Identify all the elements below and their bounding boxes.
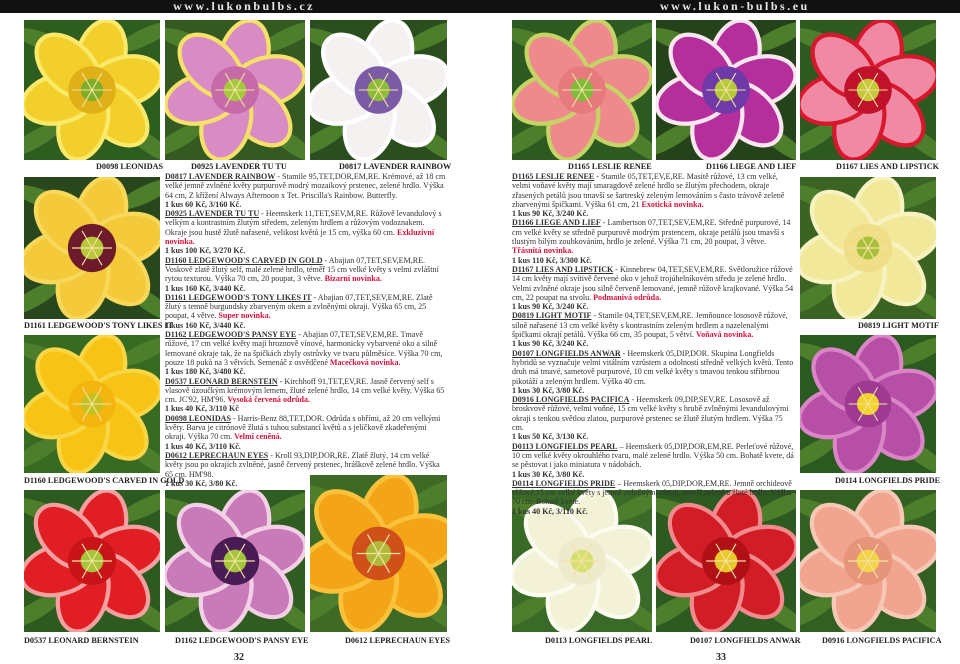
- catalog-entry: [512, 311, 794, 339]
- catalog-entry: [512, 349, 794, 386]
- entry-name: D0537 LEONARD BERNSTEIN: [165, 376, 278, 386]
- catalog-entry: [512, 265, 794, 302]
- entry-price: 1 kus 40 Kč, 3/110 Kč.: [512, 506, 588, 516]
- header-bar-right: [480, 0, 960, 13]
- caption-tony-likes-it: D1161 LEDGEWOOD'S TONY LIKES IT: [24, 321, 174, 330]
- catalog-entry: [165, 414, 447, 442]
- photo-leonard-bernstein: [24, 490, 160, 632]
- entry-text: - Heemskerk 05,DIP,DOR. Skupina Longfields hybridů se vyznačuje velmi vitálním vzrůstem a odolností středně velkých květů. Tento druh má tmavé, sametově purpurové, 10 cm velké květy s tmavou tenkou stříbrnou pikotáží a zeleným hrdlem. Výška 40 cm.: [512, 348, 794, 386]
- entry-name: D0114 LONGFIELDS PRIDE: [512, 478, 616, 488]
- flower-illustration: [24, 335, 160, 473]
- page-number-right: 33: [716, 652, 726, 663]
- flower-illustration: [512, 20, 652, 160]
- entry-price: 1 kus 90 Kč, 3/240 Kč.: [512, 209, 589, 219]
- entry-name: D1162 LEDGEWOOD'S PANSY EYE: [165, 330, 297, 340]
- entry-text: - Harris-Benz 88,TET,DOR. Odrůda s obřími, až 20 cm velkými květy. Barva je citrónově žlutá s tuhou substancí květů a s jelíčkově zkadeřenými okraji. Výška 70 cm.: [165, 413, 441, 442]
- entry-tag: Macečková novinka.: [329, 357, 401, 367]
- photo-longfields-pride: [800, 335, 936, 473]
- entry-name: D1165 LESLIE RENEE: [512, 172, 595, 181]
- entry-name: D0113 LONGFIELDS PEARL: [512, 441, 618, 451]
- page-number-left: 32: [234, 652, 244, 663]
- caption-pansy-eye: D1162 LEDGEWOOD'S PANSY EYE: [175, 636, 309, 645]
- flower-illustration: [800, 490, 936, 632]
- flower-illustration: [800, 335, 936, 473]
- entry-text: - Kirchhoff 91,TET,EV,RE. Jasně červený self s vlasově úzoučkým krémovým lemem, žluté zelené hrdlo, 14 cm velké květy. Výška 65 cm. JC'92, HM'96.: [165, 376, 445, 405]
- entry-price: 1 kus 90 Kč, 3/240 Kč.: [512, 302, 589, 312]
- entry-price: 1 kus 30 Kč, 3/80 Kč.: [165, 478, 238, 488]
- entry-tag: Exotická novinka.: [641, 199, 704, 209]
- entry-name: D0819 LIGHT MOTIF: [512, 311, 592, 321]
- entry-price: 1 kus 50 Kč, 3/130 Kč.: [512, 432, 589, 442]
- caption-lavender-tutu: D0925 LAVENDER TU TU: [191, 162, 287, 171]
- entry-tag: Voňavá novinka.: [696, 330, 754, 340]
- photo-tony-likes-it: [24, 177, 160, 319]
- entry-text: - Stamile 05,TET,EV,E,RE. Masitě růžové, 13 cm velké, velmi voňavé květy mají smaragdově zelené hrdlo se žlutým přechodem, okraje zřasených petálů jsou tmavší se šartreský zeleným lemováním s často trávově zeleně zbarvenými špičkami. Výška 61 cm, 21: [512, 172, 785, 209]
- entry-name: D0817 LAVENDER RAINBOW: [165, 172, 276, 181]
- entry-text: - Kroll 93,DIP,DOR,RE. Zlatě žlutý, 14 cm velké květy jsou po okrajích zvlněné, jasně červený prstenec, hráškově zelené hrdlo. Výška 65 cm. HM'98.: [165, 450, 440, 479]
- entry-price: 1 kus 40 Kč, 3/110 Kč: [165, 404, 239, 414]
- caption-liege-and-lief: D1166 LIEGE AND LIEF: [706, 162, 797, 171]
- site-url-cz: www.lukonbulbs.cz: [173, 0, 315, 13]
- entry-text: - Abajian 07,TET,SEV,EM,RE. Zlatě žlutý s temně burgundsky zbarveným okem a zvlněnými okraji. Výška 65 cm, 25 poupat, 4 větve.: [165, 292, 433, 321]
- entry-name: D1166 LIEGE AND LIEF: [512, 218, 601, 228]
- caption-leslie-renee: D1165 LESLIE RENEE: [568, 162, 652, 171]
- entry-price: 1 kus 110 Kč, 3/300 Kč.: [512, 255, 592, 265]
- entry-price: 1 kus 160 Kč, 3/440 Kč.: [165, 283, 246, 293]
- caption-longfields-anwar: D0107 LONGFIELDS ANWAR: [690, 636, 801, 645]
- entry-name: D0612 LEPRECHAUN EYES: [165, 450, 269, 460]
- entry-name: D0107 LONGFIELDS ANWAR: [512, 348, 621, 358]
- flower-illustration: [165, 20, 305, 160]
- entry-text: - Lambertson 07,TET,SEV,EM,RE. Středně purpurové, 14 cm velké květy se středně purpurově modrým prstencem, okraje petálů jsou tmavší s tlustým bílým zoubkováním, hrdlo je zelené. Výška 71 cm, 20 poupat, 3 větve.: [512, 218, 791, 247]
- catalog-entry: [512, 172, 794, 209]
- entry-tag: Podmanivá odrůda.: [593, 292, 662, 302]
- catalog-entry: [165, 293, 447, 321]
- caption-light-motif: D0819 LIGHT MOTIF: [858, 321, 939, 330]
- entry-name: D0098 LEONIDAS: [165, 413, 231, 423]
- caption-carved-in-gold: D1160 LEDGEWOOD'S CARVED IN GOLD: [24, 476, 185, 485]
- entry-price: 1 kus 90 Kč, 3/240 Kč.: [512, 339, 589, 349]
- flower-illustration: [310, 20, 447, 160]
- catalog-entry: [512, 395, 794, 432]
- entry-price: 1 kus 100 Kč, 3/270 Kč.: [165, 246, 246, 256]
- entry-tag: Super novinka.: [218, 311, 271, 321]
- flower-illustration: [656, 20, 796, 160]
- entry-price: 1 kus 160 Kč, 3/440 Kč.: [165, 320, 246, 330]
- photo-light-motif: [800, 177, 936, 319]
- caption-longfields-pride: D0114 LONGFIELDS PRIDE: [835, 476, 941, 485]
- flower-illustration: [800, 20, 936, 160]
- catalog-entry: [512, 218, 794, 255]
- entry-text: - Abajian 07,TET,SEV,EM,RE. Voskově zlatě žlutý self, malé zelené hrdlo, téměř 15 cm velké květy s velmi zvláštní rytou texturou. Výška 70 cm, 20 poupat, 3 větve.: [165, 255, 439, 284]
- entry-price: 1 kus 30 Kč, 3/80 Kč.: [512, 385, 585, 395]
- entry-price: 1 kus 40 Kč, 3/110 Kč.: [165, 441, 241, 451]
- entry-name: D0925 LAVENDER TU TU: [165, 209, 260, 219]
- catalog-entry: [165, 330, 447, 367]
- entry-price: 1 kus 30 Kč, 3/80 Kč.: [512, 469, 585, 479]
- site-url-eu: www.lukon-bulbs.eu: [660, 0, 810, 13]
- entry-text: - Heemskerk 09,DIP,SEV,RE. Lososově až broskvově růžové, velmi voňné, 15 cm velké květy s hrubě zvlněnými levandulovými okraji s tenkou světlou zlatou, purpurové prstenec se žlutě žlutým hrdlem. Výška 75 cm.: [512, 395, 789, 433]
- entry-name: D1167 LIES AND LIPSTICK: [512, 264, 614, 274]
- photo-leprechaun-eyes: [310, 475, 447, 632]
- entry-text: – Heemskerk 05,DIP,DOR,EM,RE. Perleťové růžové, 10 cm velké květy okrouhlého tvaru, malé zelené hrdlo. Výška 50 cm. Bohatě kvete, dá se pěstovat i jako miniatura v nádobách.: [512, 441, 794, 470]
- photo-lavender-tutu: [165, 20, 305, 160]
- flower-illustration: [24, 177, 160, 319]
- caption-lies-and-lipstick: D1167 LIES AND LIPSTICK: [836, 162, 940, 171]
- header-bar-left: [0, 0, 480, 13]
- entry-price: 1 kus 180 Kč, 3/480 Kč.: [165, 367, 246, 377]
- flower-illustration: [310, 475, 447, 632]
- catalog-entry: [165, 377, 447, 405]
- photo-carved-in-gold: [24, 335, 160, 473]
- entry-tag: Vysoká červená odrůda.: [227, 395, 311, 405]
- entry-name: D1160 LEDGEWOOD'S CARVED IN GOLD: [165, 255, 323, 265]
- entry-text: - Heemskerk 11,TET,SEV,M,RE. Růžově levandulový s velkým a kontrastním žlutým středem, zeleným hrdlem a růžovým vodoznakem. Okraje jsou hustě žlutě nařasené, velikost květů je 15 cm, výška 60 cm.: [165, 209, 442, 237]
- catalog-entry: [165, 172, 447, 200]
- entry-name: D1161 LEDGEWOOD'S TONY LIKES IT: [165, 292, 312, 302]
- entry-tag: Exkluzivní novinka.: [165, 227, 435, 247]
- photo-lies-and-lipstick: [800, 20, 936, 160]
- photo-lavender-rainbow: [310, 20, 447, 160]
- caption-leonard-bernstein: D0537 LEONARD BERNSTEIN: [24, 636, 139, 645]
- photo-liege-and-lief: [656, 20, 796, 160]
- entry-text: - Kinnebrew 04,TET,SEV,EM,RE. Světloružice růžové 14 cm květy mají svítivě červené oko v jehož trojúhelníkovém středu je zelené hrdlo. Velmi zvlněné okraje jsou silně červeně lemované, jemně růžově krajkované. Výška 54 cm, 22 poupat na stvolu.: [512, 264, 794, 302]
- caption-leprechaun-eyes: D0612 LEPRECHAUN EYES: [345, 636, 451, 645]
- flower-illustration: [24, 20, 160, 160]
- catalog-entry: [165, 209, 447, 246]
- entry-price: 1 kus 60 Kč, 3/160 Kč.: [165, 199, 242, 209]
- photo-leonidas: [24, 20, 160, 160]
- catalog-entry: [512, 442, 794, 470]
- flower-illustration: [24, 490, 160, 632]
- entry-name: D0916 LONGFIELDS PACIFICA: [512, 395, 630, 405]
- caption-lavender-rainbow: D0817 LAVENDER RAINBOW: [339, 162, 452, 171]
- flower-illustration: [165, 490, 305, 632]
- catalog-entry: [165, 451, 447, 479]
- caption-longfields-pearl: D0113 LONGFIELDS PEARL: [545, 636, 653, 645]
- catalog-entry: [512, 479, 794, 507]
- photo-leslie-renee: [512, 20, 652, 160]
- photo-longfields-pacifica: [800, 490, 936, 632]
- left-description-block: [165, 172, 447, 488]
- entry-text: – Heemskerk 05,DIP,DOR,EM,RE. Jemně orchideově růžové,15 cm velké květy s jemně zvlněnými okraji, menší zelené a žluté hrdlo. Výška 70 cm. Bohatě kvete.: [512, 478, 792, 507]
- entry-text: - Abajian 07,TET,SEV,EM,RE. Tmavě růžové, 17 cm velké květy mají hroznově vínové, harmonicky vybarvené oko a silně lemované okraje tak, že na špičkách zbyly ostrůvky ve tvaru půlměsíce. Výška 70 cm, pouze 18 puků na 3 větvích. Semenáč z osvědčené: [165, 330, 443, 367]
- entry-tag: Bizarní novinka.: [324, 274, 382, 284]
- catalog-entry: [165, 256, 447, 284]
- right-description-block: [512, 172, 794, 516]
- entry-text: - Stamile 95,TET,DOR,EM,RE. Krémové, až 18 cm velké jemně zvlněné květy purpurově modrý mozaikový prstenec, zelené hrdlo. Výška 64 cm, Z křížení Always Afternoon x Tet. Priscilla's Rainbow. Butterfly.: [165, 172, 446, 200]
- caption-leonidas: D0098 LEONIDAS: [96, 162, 164, 171]
- entry-text: - Stamile 04,TET,SEV,EM,RE. Jemňounce lososově růžové, silně nařasené 13 cm velké květy s kontrastním zeleným hrdlem a nazelenalými špičkami okrají petálů. Výška 66 cm, 35 poupat, 5 větví.: [512, 311, 788, 340]
- caption-longfields-pacifica: D0916 LONGFIELDS PACIFICA: [822, 636, 942, 645]
- entry-tag: Třásnitá novinka.: [512, 246, 574, 256]
- entry-tag: Velmi ceněná.: [234, 432, 282, 442]
- photo-pansy-eye: [165, 490, 305, 632]
- flower-illustration: [800, 177, 936, 319]
